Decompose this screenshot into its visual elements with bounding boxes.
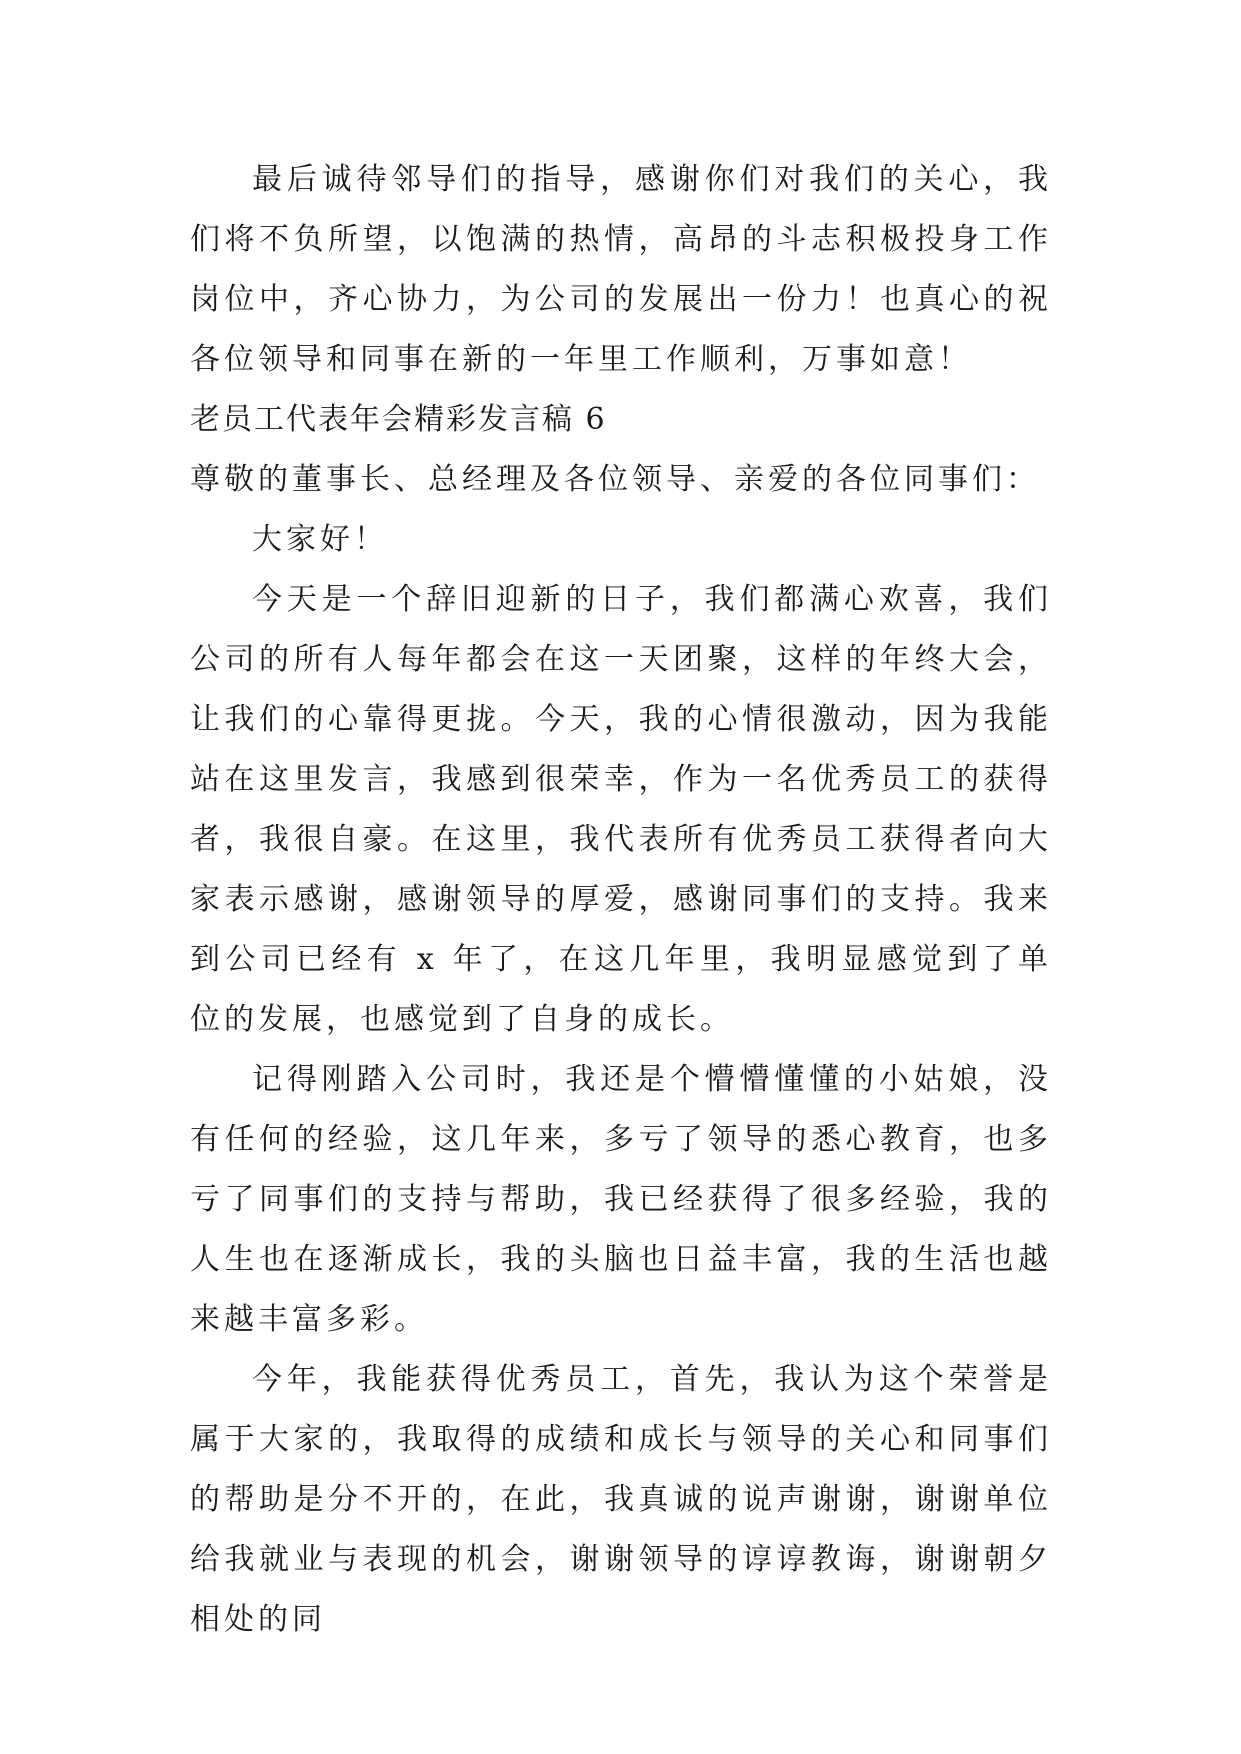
section-title: 老员工代表年会精彩发言稿 6 [190,402,607,437]
document-body [190,150,1052,1650]
body-paragraph-1: 今天是一个辞旧迎新的日子，我们都满心欢喜，我们公司的所有人每年都会在这一天团聚，这样的年终大会，让我们的心靠得更拢。今天，我的心情很激动，因为我能站在这里发言，我感到很荣幸，作为一名优秀员工的获得者，我很自豪。在这里，我代表所有优秀员工获得者向大家表示感谢，感谢领导的厚爱，感谢同事们的支持。我来到公司已经有 x 年了，在这几年里，我明显感觉到了单位的发展，也感觉到了自身的成长。 [190,582,1052,1037]
body-paragraph-3: 今年，我能获得优秀员工，首先，我认为这个荣誉是属于大家的，我取得的成绩和成长与领导的关心和同事们的帮助是分不开的，在此，我真诚的说声谢谢，谢谢单位给我就业与表现的机会，谢谢领导的谆谆教诲，谢谢朝夕相处的同 [190,1362,1052,1637]
closing-paragraph: 最后诚待邻导们的指导，感谢你们对我们的关心，我们将不负所望，以饱满的热情，高昂的斗志积极投身工作岗位中，齐心协力，为公司的发展出一份力！也真心的祝各位领导和同事在新的一年里工作顺利，万事如意！ [190,162,1052,377]
salutation: 尊敬的董事长、总经理及各位领导、亲爱的各位同事们： [190,462,1040,497]
body-paragraph-2: 记得刚踏入公司时，我还是个懵懵懂懂的小姑娘，没有任何的经验，这几年来，多亏了领导的悉心教育，也多亏了同事们的支持与帮助，我已经获得了很多经验，我的人生也在逐渐成长，我的头脑也日益丰富，我的生活也越来越丰富多彩。 [190,1062,1052,1337]
greeting: 大家好！ [252,522,388,557]
